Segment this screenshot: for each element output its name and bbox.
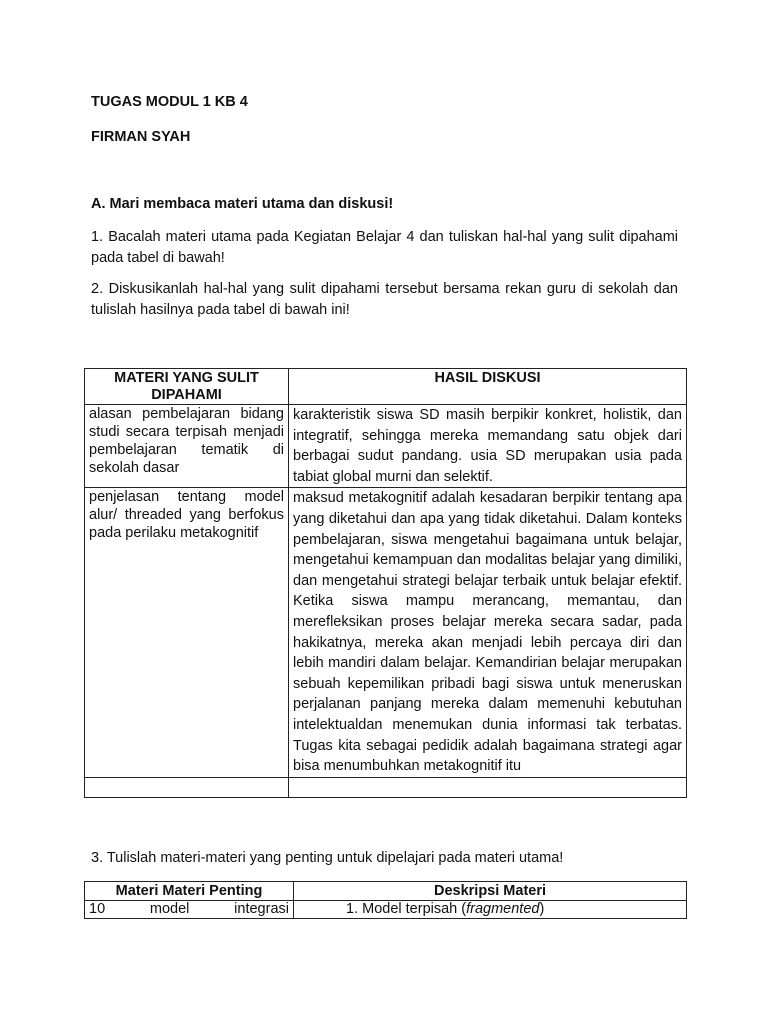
column-header-deskripsi: Deskripsi Materi <box>294 882 687 901</box>
instruction-2: 2. Diskusikanlah hal-hal yang sulit dipahami tersebut bersama rekan guru di sekolah dan tulislah hasilnya pada tabel di bawah ini! <box>91 281 678 318</box>
hasil-cell: karakteristik siswa SD masih berpikir konkret, holistik, dan integratif, sehingga mereka memandang satu objek dari berbagai sudut pandang. usia SD merupakan usia pada tabiat global murni dan selektif. <box>289 405 687 488</box>
deskripsi-cell <box>294 901 687 919</box>
materi-cell <box>85 777 289 797</box>
difficult-material-table <box>84 368 687 798</box>
materi-cell: alasan pembelajaran bidang studi secara terpisah menjadi pembelajaran tematik di sekolah dasar <box>85 405 289 488</box>
column-header-hasil: HASIL DISKUSI <box>289 369 687 405</box>
table-header-row <box>85 369 687 405</box>
table-row <box>85 901 687 919</box>
important-material-table <box>84 881 687 919</box>
hasil-cell: maksud metakognitif adalah kesadaran berpikir tentang apa yang diketahui dan apa yang tidak diketahui. Dalam konteks pembelajaran, siswa mengetahui bagaimana untuk belajar, mengetahui kemampuan dan modalitas belajar yang dimiliki, dan mengetahui strategi belajar terbaik untuk belajar efektif. Ketika siswa mampu merancang, memantau, dan merefleksikan proses belajar mereka secara sadar, pada hakikatnya, mereka akan menjadi lebih percaya diri dan lebih mandiri dalam belajar. Kemandirian belajar merupakan sebuah kepemilikan pribadi bagi siswa untuk meneruskan perjalanan panjang mereka dalam memenuhi kebutuhan intelektualdan menemukan dunia informasi tak terbatas. Tugas kita sebagai pedidik adalah bagaimana strategi agar bisa menumbuhkan metakognitif itu <box>289 488 687 777</box>
table-row <box>85 405 687 488</box>
deskripsi-italic: fragmented <box>466 901 540 917</box>
column-header-materi: MATERI YANG SULIT DIPAHAMI <box>85 369 289 405</box>
table-row-empty <box>85 777 687 797</box>
instruction-1: 1. Bacalah materi utama pada Kegiatan Belajar 4 dan tuliskan hal-hal yang sulit dipahami pada tabel di bawah! <box>91 229 678 266</box>
instruction-3: 3. Tulislah materi-materi yang penting untuk dipelajari pada materi utama! <box>91 850 564 866</box>
column-header-materi-penting: Materi Materi Penting <box>85 882 294 901</box>
author-name: FIRMAN SYAH <box>91 129 191 145</box>
deskripsi-suffix: ) <box>539 901 545 917</box>
table-header-row <box>85 882 687 901</box>
deskripsi-prefix: 1. Model terpisah ( <box>346 901 467 917</box>
section-a-heading: A. Mari membaca materi utama dan diskusi! <box>91 196 394 212</box>
materi-penting-cell: 10 model integrasi <box>85 901 294 919</box>
table-row <box>85 488 687 777</box>
materi-cell: penjelasan tentang model alur/ threaded yang berfokus pada perilaku metakognitif <box>85 488 289 777</box>
hasil-cell <box>289 777 687 797</box>
document-title: TUGAS MODUL 1 KB 4 <box>91 94 248 110</box>
